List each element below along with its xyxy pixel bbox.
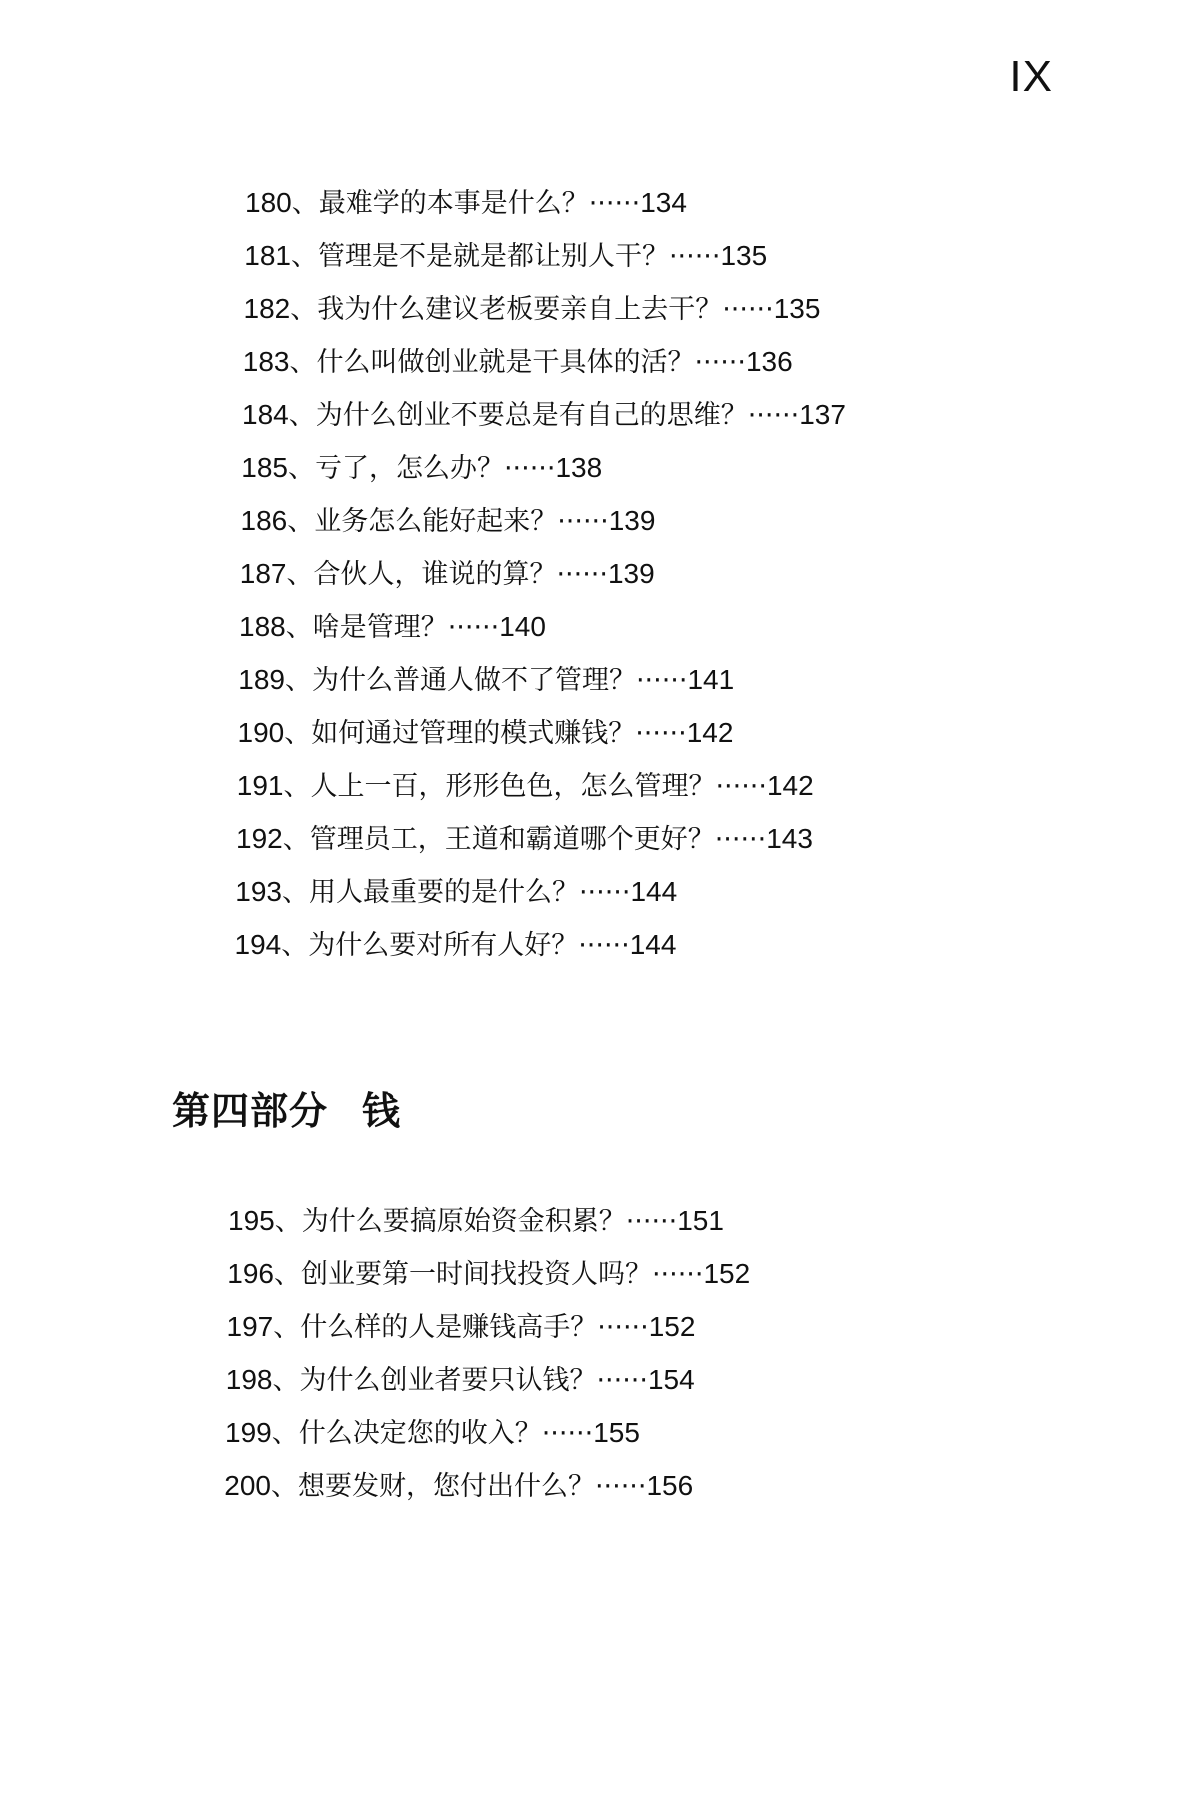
toc-item-page: 139	[608, 505, 656, 536]
toc-item-separator: 、	[272, 1365, 300, 1396]
toc-item-number: 198	[225, 1364, 273, 1395]
toc-item-leader: ······	[651, 1259, 704, 1290]
section-heading-part4	[172, 1080, 401, 1135]
toc-item-separator: 、	[271, 1418, 299, 1449]
toc-item-separator: 、	[287, 453, 315, 484]
toc-item-leader: ······	[557, 506, 609, 537]
toc-item	[0, 1406, 1191, 1459]
toc-item-leader: ······	[635, 665, 688, 696]
toc-item-number: 180	[245, 187, 292, 218]
toc-item-separator: 、	[273, 1259, 301, 1290]
toc-item-number: 193	[235, 876, 282, 907]
toc-item-page: 135	[720, 240, 768, 271]
toc-item-leader: ······	[597, 1312, 649, 1343]
toc-item-page: 142	[686, 717, 734, 748]
toc-item-page: 156	[646, 1470, 694, 1501]
toc-item	[0, 282, 1191, 335]
toc-item-page: 136	[745, 346, 793, 377]
toc-item-number: 188	[239, 611, 286, 642]
toc-item	[0, 918, 1191, 971]
toc-item-number: 194	[234, 929, 282, 960]
toc-item-title: 啥是管理？	[312, 612, 448, 643]
toc-item-separator: 、	[285, 612, 313, 643]
toc-item-separator: 、	[281, 930, 309, 961]
toc-item-number: 187	[239, 558, 287, 589]
section-heading-title: 钱	[362, 1088, 402, 1133]
toc-item-number: 186	[240, 505, 288, 536]
toc-item-page: 152	[703, 1258, 751, 1289]
toc-item-leader: ······	[625, 1206, 678, 1237]
toc-item-separator: 、	[288, 400, 316, 431]
toc-item-leader: ······	[594, 1471, 647, 1502]
toc-item-title: 想要发财，您付出什么？	[297, 1471, 595, 1502]
toc-item-page: 154	[647, 1364, 695, 1395]
toc-item-title: 管理员工，王道和霸道哪个更好？	[309, 824, 715, 855]
toc-list-part4	[0, 1194, 1191, 1512]
toc-item	[0, 812, 1191, 865]
toc-item	[0, 1300, 1191, 1353]
toc-item-title: 什么样的人是赚钱高手？	[300, 1312, 598, 1343]
toc-item-number: 199	[225, 1417, 272, 1448]
toc-item-title: 合伙人，谁说的算？	[313, 559, 557, 590]
toc-item-title: 为什么创业者要只认钱？	[299, 1365, 597, 1396]
toc-item-number: 197	[226, 1311, 274, 1342]
toc-item	[0, 706, 1191, 759]
toc-list-part3	[0, 176, 1191, 971]
toc-item-leader: ······	[556, 559, 608, 590]
toc-item-title: 为什么创业不要总是有自己的思维？	[315, 400, 748, 431]
toc-item-leader: ······	[715, 771, 767, 802]
toc-item-leader: ······	[447, 612, 500, 643]
toc-item	[0, 547, 1191, 600]
toc-item-separator: 、	[290, 294, 318, 325]
toc-item	[0, 388, 1191, 441]
toc-item-leader: ······	[503, 453, 556, 484]
toc-item	[0, 335, 1191, 388]
toc-item-number: 183	[242, 346, 290, 377]
toc-item	[0, 176, 1191, 229]
toc-item-leader: ······	[596, 1365, 648, 1396]
toc-item	[0, 1459, 1191, 1512]
page-number: IX	[1009, 52, 1053, 101]
toc-item-separator: 、	[287, 506, 315, 537]
toc-item-page: 135	[773, 293, 821, 324]
toc-item-separator: 、	[284, 665, 312, 696]
toc-item	[0, 653, 1191, 706]
toc-item-number: 185	[241, 452, 288, 483]
toc-item	[0, 1247, 1191, 1300]
toc-item-number: 196	[227, 1258, 274, 1289]
toc-item-page: 152	[648, 1311, 696, 1342]
toc-item	[0, 229, 1191, 282]
toc-item-page: 142	[766, 770, 814, 801]
toc-item-page: 137	[799, 399, 846, 430]
toc-item-leader: ······	[694, 347, 746, 378]
toc-item-leader: ······	[578, 930, 630, 961]
toc-item-title: 为什么要对所有人好？	[308, 930, 579, 961]
toc-item-separator: 、	[273, 1312, 301, 1343]
toc-item-title: 什么叫做创业就是干具体的活？	[316, 347, 695, 378]
toc-item	[0, 759, 1191, 812]
toc-item-leader: ······	[668, 241, 721, 272]
toc-item-title: 最难学的本事是什么？	[318, 188, 589, 219]
toc-item-separator: 、	[281, 877, 309, 908]
toc-item-page: 144	[630, 876, 678, 907]
toc-item-number: 184	[242, 399, 289, 430]
toc-item-number: 189	[238, 664, 285, 695]
toc-item-leader: ······	[541, 1418, 594, 1449]
toc-item	[0, 1353, 1191, 1406]
toc-item-page: 140	[499, 611, 546, 642]
toc-item-page: 144	[629, 929, 677, 960]
toc-item-page: 155	[593, 1417, 640, 1448]
toc-item-page: 141	[687, 664, 735, 695]
toc-item-page: 138	[555, 452, 603, 483]
toc-item-separator: 、	[270, 1471, 298, 1502]
toc-item-separator: 、	[274, 1206, 302, 1237]
toc-item-title: 创业要第一时间找投资人吗？	[300, 1259, 652, 1290]
toc-item-page: 134	[640, 187, 687, 218]
toc-item	[0, 494, 1191, 547]
toc-item-title: 什么决定您的收入？	[298, 1418, 542, 1449]
toc-item	[0, 865, 1191, 918]
toc-item-separator: 、	[284, 718, 312, 749]
toc-item	[0, 441, 1191, 494]
toc-item-title: 亏了，怎么办？	[314, 453, 504, 484]
toc-item	[0, 600, 1191, 653]
toc-item-number: 190	[237, 717, 285, 748]
toc-item	[0, 1194, 1191, 1247]
toc-item-separator: 、	[291, 188, 319, 219]
toc-item-separator: 、	[290, 241, 318, 272]
section-heading-label: 第四部分	[172, 1088, 329, 1133]
toc-item-page: 143	[766, 823, 813, 854]
toc-item-title: 我为什么建议老板要亲自上去干？	[317, 294, 723, 325]
toc-item-number: 200	[224, 1470, 271, 1501]
toc-item-leader: ······	[635, 718, 687, 749]
toc-item-leader: ······	[722, 294, 774, 325]
toc-item-title: 为什么普通人做不了管理？	[311, 665, 636, 696]
toc-item-leader: ······	[747, 400, 800, 431]
toc-item-title: 管理是不是就是都让别人干？	[317, 241, 669, 272]
toc-item-number: 195	[228, 1205, 275, 1236]
toc-item-title: 如何通过管理的模式赚钱？	[311, 718, 636, 749]
toc-item-leader: ······	[578, 877, 631, 908]
toc-item-separator: 、	[286, 559, 314, 590]
toc-item-page: 139	[607, 558, 655, 589]
toc-item-number: 182	[243, 293, 291, 324]
toc-item-page: 151	[677, 1205, 724, 1236]
toc-item-leader: ······	[588, 188, 641, 219]
toc-item-separator: 、	[283, 771, 311, 802]
toc-item-title: 业务怎么能好起来？	[314, 506, 558, 537]
toc-item-separator: 、	[282, 824, 310, 855]
toc-item-number: 192	[236, 823, 283, 854]
toc-item-leader: ······	[714, 824, 767, 855]
toc-item-separator: 、	[289, 347, 317, 378]
toc-item-number: 181	[244, 240, 291, 271]
toc-item-title: 用人最重要的是什么？	[308, 877, 579, 908]
toc-item-title: 人上一百，形形色色，怎么管理？	[310, 771, 716, 802]
toc-item-number: 191	[236, 770, 284, 801]
toc-item-title: 为什么要搞原始资金积累？	[301, 1206, 626, 1237]
